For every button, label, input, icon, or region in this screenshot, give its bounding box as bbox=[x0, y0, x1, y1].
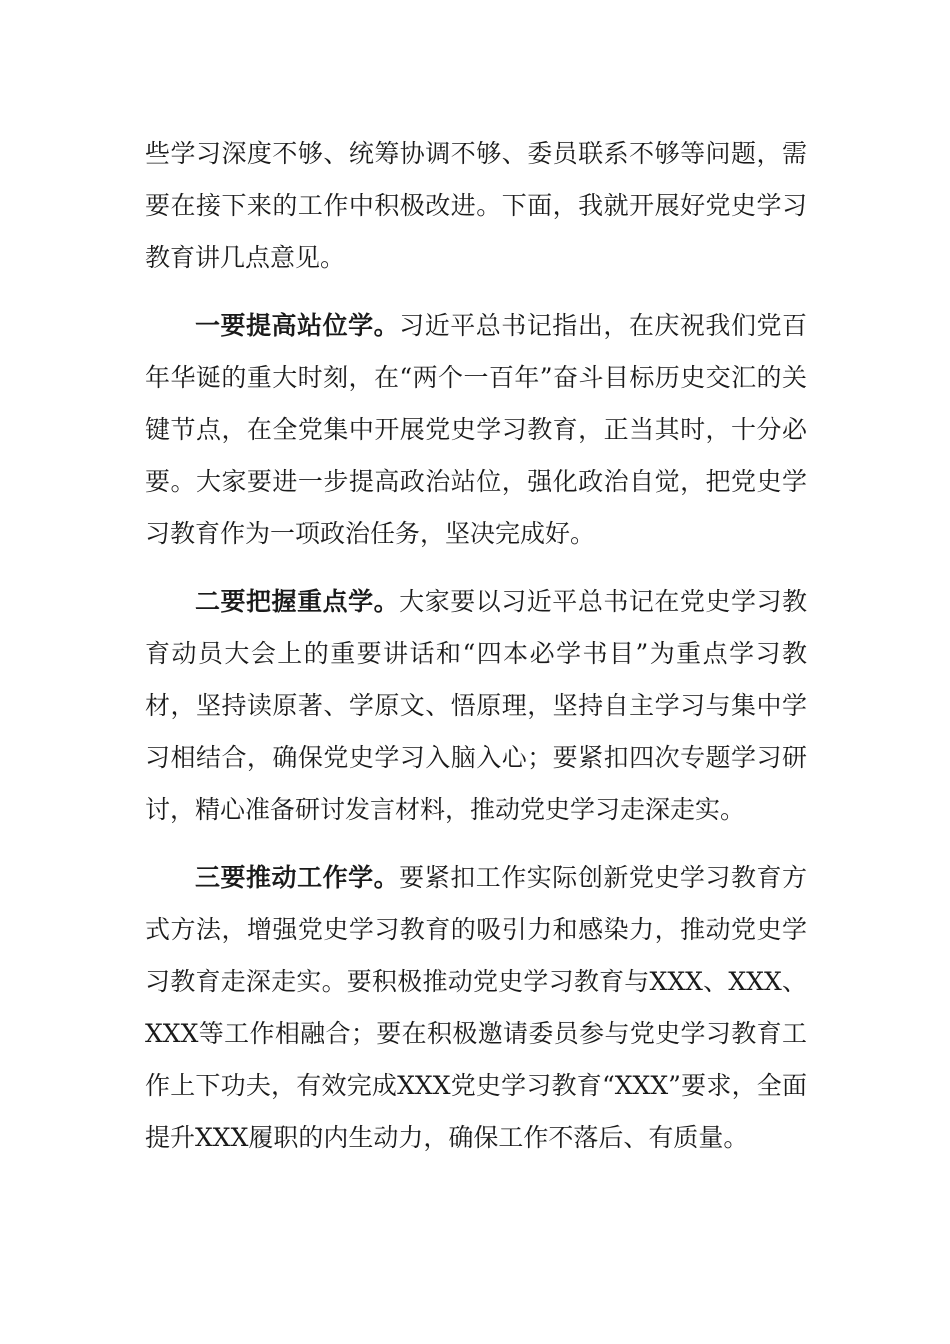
paragraph-lead: 二要把握重点学。 bbox=[195, 587, 400, 616]
paragraph-continuation bbox=[145, 128, 807, 284]
paragraph-text: 要紧扣工作实际创新党史学习教育方式方法，增强党史学习教育的吸引力和感染力，推动党史学习教育走深走实。要积极推动党史学习教育与XXX、XXX、XXX等工作相融合；要在积极邀请委员参与党史学习教育工作上下功夫，有效完成XXX党史学习教育“XXX”要求，全面提升XXX履职的内生动力，确保工作不落后、有质量。 bbox=[145, 863, 807, 1152]
paragraph-point-three bbox=[145, 852, 807, 1164]
paragraph-point-one bbox=[145, 300, 807, 560]
paragraph-text: 些学习深度不够、统筹协调不够、委员联系不够等问题，需要在接下来的工作中积极改进。下面，我就开展好党史学习教育讲几点意见。 bbox=[145, 139, 807, 272]
paragraph-point-two bbox=[145, 576, 807, 836]
paragraph-text: 大家要以习近平总书记在党史学习教育动员大会上的重要讲话和“四本必学书目”为重点学习教材，坚持读原著、学原文、悟原理，坚持自主学习与集中学习相结合，确保党史学习入脑入心；要紧扣四次专题学习研讨，精心准备研讨发言材料，推动党史学习走深走实。 bbox=[145, 587, 807, 824]
document-page bbox=[145, 128, 807, 1180]
paragraph-lead: 三要推动工作学。 bbox=[195, 863, 400, 892]
paragraph-text: 习近平总书记指出，在庆祝我们党百年华诞的重大时刻，在“两个一百年”奋斗目标历史交汇的关键节点，在全党集中开展党史学习教育，正当其时，十分必要。大家要进一步提高政治站位，强化政治自觉，把党史学习教育作为一项政治任务，坚决完成好。 bbox=[145, 311, 807, 548]
paragraph-lead: 一要提高站位学。 bbox=[195, 311, 400, 340]
